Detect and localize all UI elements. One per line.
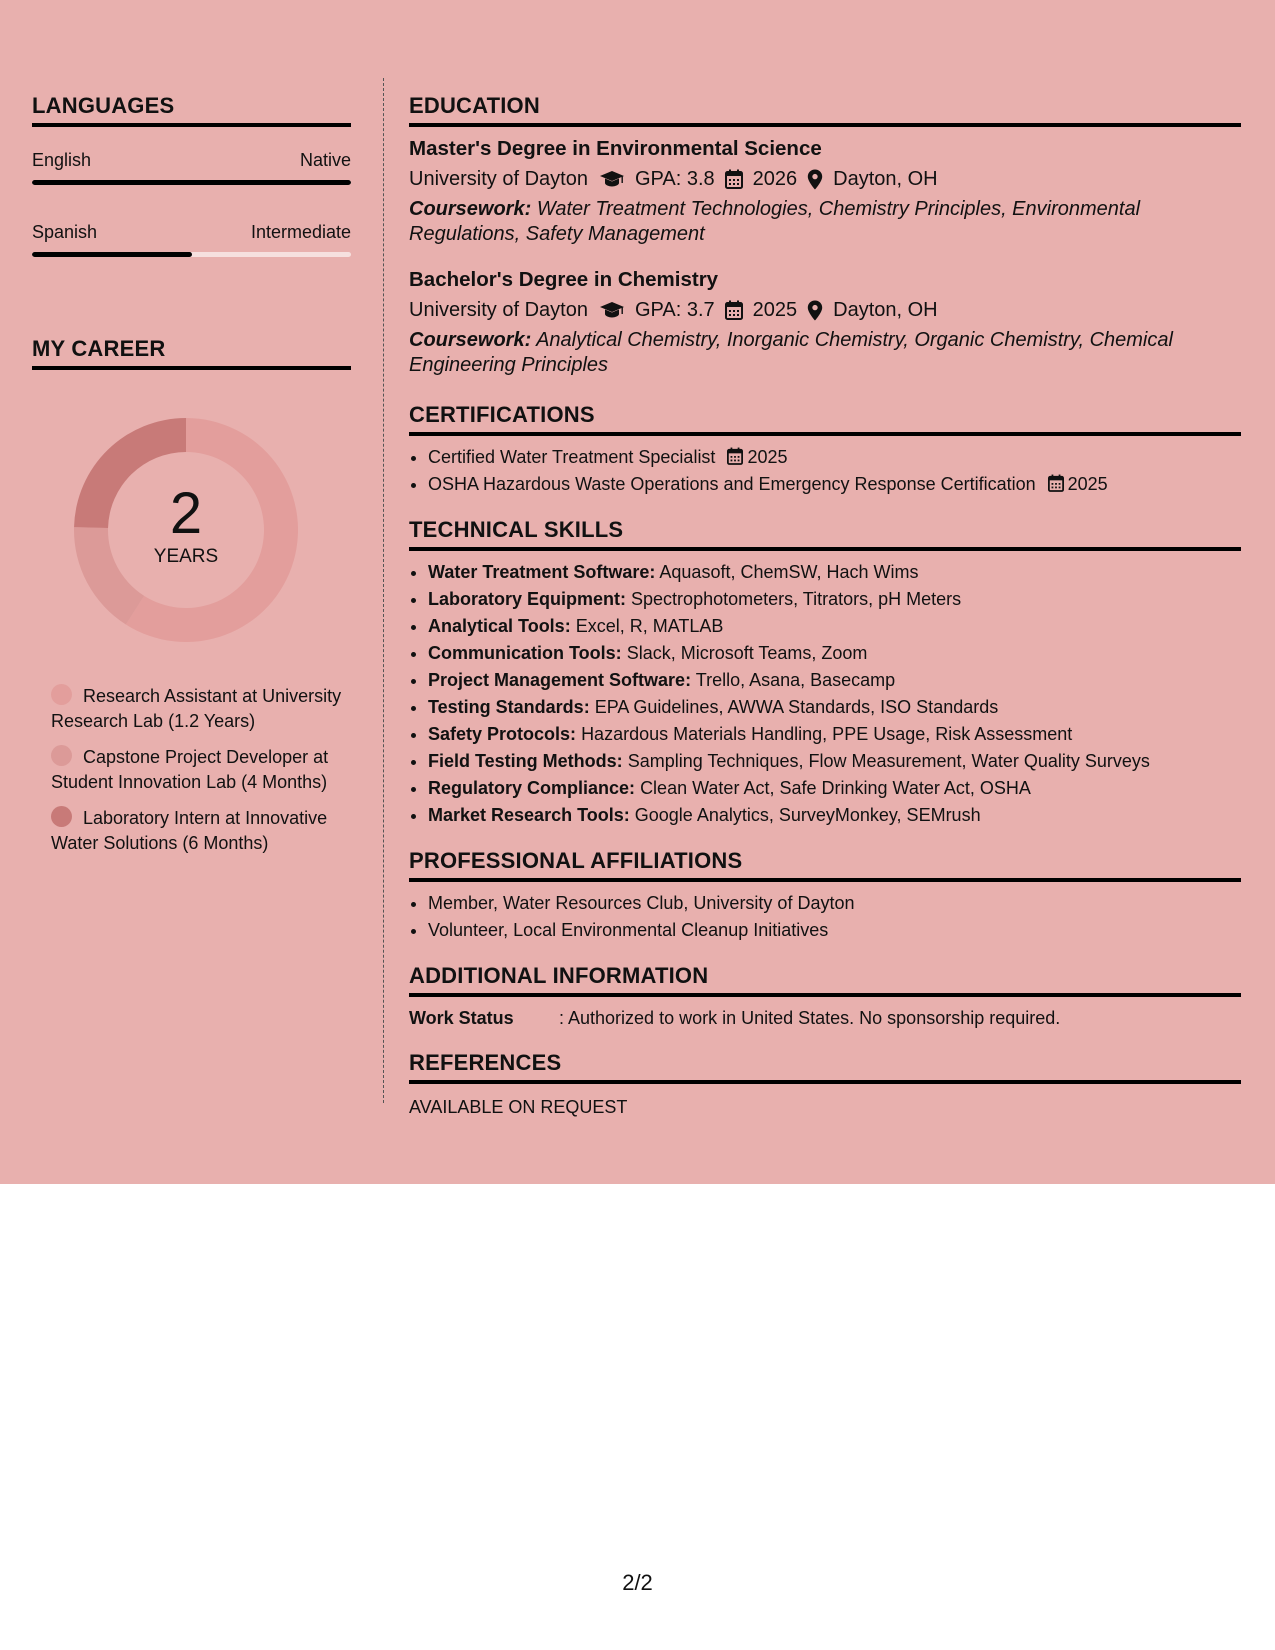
career-total	[66, 410, 306, 650]
career-legend-item	[51, 806, 351, 855]
education-heading: EDUCATION	[409, 92, 1241, 127]
language-proficiency-fill	[32, 252, 192, 257]
certification-name: OSHA Hazardous Waste Operations and Emergency Response Certification	[428, 474, 1036, 494]
language-name: Spanish	[32, 222, 98, 242]
affiliation-item: • Member, Water Resources Club, University of Dayton	[428, 890, 1241, 917]
legend-dot	[51, 745, 72, 766]
degree-entry	[409, 268, 1241, 377]
language-spanish	[32, 221, 351, 257]
skill-item	[428, 640, 1241, 667]
location-pin-icon	[807, 300, 823, 321]
calendar-icon	[725, 169, 743, 189]
calendar-icon	[725, 300, 743, 320]
affiliations-list	[409, 890, 1241, 944]
technical-skills-list	[409, 559, 1241, 829]
degree-year: 2025	[752, 299, 798, 321]
legend-dot	[51, 684, 72, 705]
languages-heading: LANGUAGES	[32, 92, 351, 127]
skill-item	[428, 613, 1241, 640]
skill-value: EPA Guidelines, AWWA Standards, ISO Standards	[594, 697, 999, 717]
technical-skills-heading: TECHNICAL SKILLS	[409, 516, 1241, 551]
coursework-label: Coursework:	[409, 329, 532, 351]
additional-information-heading: ADDITIONAL INFORMATION	[409, 962, 1241, 997]
skill-item	[428, 748, 1241, 775]
calendar-icon	[1048, 474, 1064, 492]
skill-item	[428, 667, 1241, 694]
certifications-heading: CERTIFICATIONS	[409, 401, 1241, 436]
certification-name: Certified Water Treatment Specialist	[428, 447, 716, 467]
degree-meta	[409, 298, 1241, 322]
degree-year: 2026	[752, 168, 798, 190]
skill-label: Market Research Tools:	[428, 805, 630, 825]
language-level: Native	[299, 150, 351, 170]
work-status-row	[409, 1007, 1241, 1029]
career-legend-item	[51, 745, 351, 794]
career-legend-item	[51, 684, 351, 733]
sidebar	[32, 92, 351, 867]
language-proficiency-fill	[32, 180, 351, 185]
degree-coursework	[409, 328, 1241, 377]
language-proficiency-bar	[32, 252, 351, 257]
skill-value: Hazardous Materials Handling, PPE Usage, Risk Assessment	[581, 724, 1073, 744]
certification-item	[428, 471, 1241, 498]
legend-dot	[51, 806, 72, 827]
skill-value: Slack, Microsoft Teams, Zoom	[626, 643, 868, 663]
degree-coursework	[409, 197, 1241, 246]
degree-title: Bachelor's Degree in Chemistry	[409, 268, 719, 291]
graduation-cap-icon	[599, 170, 625, 188]
certification-year: 2025	[747, 447, 788, 467]
skill-value: Clean Water Act, Safe Drinking Water Act, OSHA	[640, 778, 1031, 798]
career-legend	[32, 684, 351, 855]
skill-item	[428, 586, 1241, 613]
degree-location: Dayton, OH	[833, 168, 938, 190]
skill-value: Aquasoft, ChemSW, Hach Wims	[659, 562, 919, 582]
skill-item	[428, 802, 1241, 829]
coursework-text: Analytical Chemistry, Inorganic Chemistry, Organic Chemistry, Chemical Engineering Principles	[409, 329, 1173, 376]
skill-label: Project Management Software:	[428, 670, 692, 690]
skill-value: Google Analytics, SurveyMonkey, SEMrush	[634, 805, 981, 825]
degree-title: Master's Degree in Environmental Science	[409, 137, 822, 160]
language-level: Intermediate	[250, 222, 351, 242]
career-legend-label: Laboratory Intern at Innovative Water Solutions (6 Months)	[51, 808, 328, 853]
career-heading: MY CAREER	[32, 335, 351, 370]
certification-item	[428, 444, 1241, 471]
degree-school: University of Dayton	[409, 168, 588, 190]
coursework-label: Coursework:	[409, 198, 532, 220]
language-name: English	[32, 150, 92, 170]
skill-item	[428, 559, 1241, 586]
career-legend-label: Capstone Project Developer at Student Innovation Lab (4 Months)	[51, 747, 329, 792]
affiliations-heading: PROFESSIONAL AFFILIATIONS	[409, 847, 1241, 882]
skill-value: Excel, R, MATLAB	[575, 616, 724, 636]
main-column	[409, 92, 1241, 1118]
career-donut-chart	[66, 410, 306, 650]
degree-gpa: GPA: 3.7	[634, 299, 715, 321]
skill-label: Water Treatment Software:	[428, 562, 656, 582]
certifications-list	[409, 444, 1241, 498]
career-legend-label: Research Assistant at University Research Lab (1.2 Years)	[51, 686, 342, 731]
skill-label: Safety Protocols:	[428, 724, 577, 744]
affiliation-item: • Volunteer, Local Environmental Cleanup Initiatives	[428, 917, 1241, 944]
skill-item	[428, 694, 1241, 721]
work-status-value: : Authorized to work in United States. No sponsorship required.	[559, 1008, 1061, 1028]
coursework-text: Water Treatment Technologies, Chemistry Principles, Environmental Regulations, Safety Management	[409, 198, 1141, 245]
skill-label: Testing Standards:	[428, 697, 590, 717]
skill-item	[428, 721, 1241, 748]
work-status-label: Work Status	[409, 1008, 514, 1028]
skill-label: Regulatory Compliance:	[428, 778, 636, 798]
skill-label: Analytical Tools:	[428, 616, 571, 636]
references-text: AVAILABLE ON REQUEST	[409, 1097, 628, 1117]
skill-value: Trello, Asana, Basecamp	[695, 670, 896, 690]
skill-label: Communication Tools:	[428, 643, 622, 663]
career-total-number: 2	[169, 481, 203, 546]
page-number: 2/2	[622, 1570, 653, 1595]
column-divider	[383, 78, 384, 1103]
language-english	[32, 149, 351, 185]
degree-gpa: GPA: 3.8	[634, 168, 715, 190]
location-pin-icon	[807, 169, 823, 190]
degree-meta	[409, 167, 1241, 191]
degree-location: Dayton, OH	[833, 299, 938, 321]
skill-label: Laboratory Equipment:	[428, 589, 627, 609]
calendar-icon	[727, 447, 743, 465]
graduation-cap-icon	[599, 301, 625, 319]
references-heading: REFERENCES	[409, 1049, 1241, 1084]
certification-year: 2025	[1067, 474, 1108, 494]
skill-item	[428, 775, 1241, 802]
skill-label: Field Testing Methods:	[428, 751, 623, 771]
skill-value: Sampling Techniques, Flow Measurement, Water Quality Surveys	[627, 751, 1150, 771]
degree-entry	[409, 137, 1241, 246]
skill-value: Spectrophotometers, Titrators, pH Meters	[631, 589, 962, 609]
degree-school: University of Dayton	[409, 299, 588, 321]
language-proficiency-bar	[32, 180, 351, 185]
career-total-unit: YEARS	[153, 546, 219, 567]
